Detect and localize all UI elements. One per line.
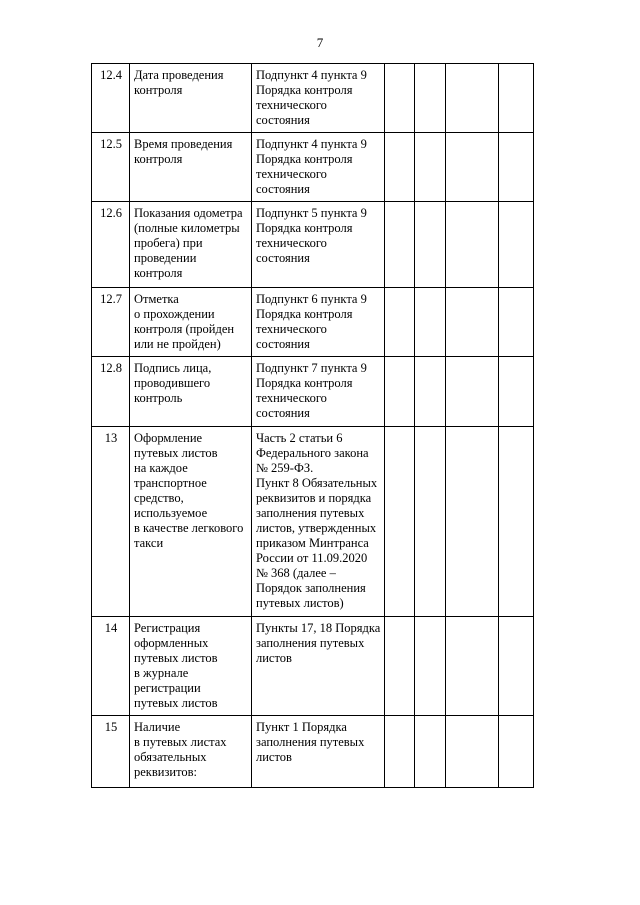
note-cell xyxy=(499,357,534,427)
legal-reference: Часть 2 статьи 6 Федерального закона № 259-ФЗ. Пункт 8 Обязательных реквизитов и порядка заполнения путевых листов, утвержденных приказом Минтранса России от 11.09.2020 № 368 (далее – Порядок заполнения путевых листов) xyxy=(252,427,385,617)
legal-reference: Подпункт 6 пункта 9 Порядка контроля технического состояния xyxy=(252,288,385,357)
answer-yes-cell xyxy=(385,202,415,288)
requirement-text: Наличие в путевых листах обязательных реквизитов: xyxy=(130,716,252,788)
answer-na-cell xyxy=(446,64,499,133)
row-number: 12.8 xyxy=(92,357,130,427)
note-cell xyxy=(499,288,534,357)
answer-no-cell xyxy=(415,133,446,202)
answer-yes-cell xyxy=(385,64,415,133)
answer-no-cell xyxy=(415,202,446,288)
table-row xyxy=(92,427,534,617)
page-number: 7 xyxy=(316,35,324,50)
requirement-text: Регистрация оформленных путевых листов в журнале регистрации путевых листов xyxy=(130,617,252,716)
answer-yes-cell xyxy=(385,288,415,357)
answer-no-cell xyxy=(415,288,446,357)
table-row xyxy=(92,64,534,133)
answer-no-cell xyxy=(415,64,446,133)
table-row xyxy=(92,716,534,788)
answer-na-cell xyxy=(446,716,499,788)
answer-yes-cell xyxy=(385,357,415,427)
row-number: 15 xyxy=(92,716,130,788)
answer-yes-cell xyxy=(385,427,415,617)
requirement-text: Дата проведения контроля xyxy=(130,64,252,133)
row-number: 14 xyxy=(92,617,130,716)
answer-na-cell xyxy=(446,617,499,716)
answer-na-cell xyxy=(446,427,499,617)
legal-reference: Пункты 17, 18 Порядка заполнения путевых листов xyxy=(252,617,385,716)
requirement-text: Показания одометра (полные километры пробега) при проведении контроля xyxy=(130,202,252,288)
requirement-text: Оформление путевых листов на каждое транспортное средство, используемое в качестве легкового такси xyxy=(130,427,252,617)
checklist-table xyxy=(91,63,534,788)
row-number: 12.5 xyxy=(92,133,130,202)
note-cell xyxy=(499,64,534,133)
row-number: 12.7 xyxy=(92,288,130,357)
legal-reference: Подпункт 5 пункта 9 Порядка контроля технического состояния xyxy=(252,202,385,288)
note-cell xyxy=(499,133,534,202)
requirement-text: Время проведения контроля xyxy=(130,133,252,202)
answer-no-cell xyxy=(415,716,446,788)
table-row xyxy=(92,288,534,357)
note-cell xyxy=(499,716,534,788)
legal-reference: Подпункт 7 пункта 9 Порядка контроля технического состояния xyxy=(252,357,385,427)
legal-reference: Подпункт 4 пункта 9 Порядка контроля технического состояния xyxy=(252,133,385,202)
answer-yes-cell xyxy=(385,617,415,716)
requirement-text: Отметка о прохождении контроля (пройден или не пройден) xyxy=(130,288,252,357)
answer-no-cell xyxy=(415,427,446,617)
note-cell xyxy=(499,202,534,288)
note-cell xyxy=(499,427,534,617)
answer-no-cell xyxy=(415,617,446,716)
answer-no-cell xyxy=(415,357,446,427)
requirement-text: Подпись лица, проводившего контроль xyxy=(130,357,252,427)
answer-na-cell xyxy=(446,202,499,288)
legal-reference: Пункт 1 Порядка заполнения путевых листов xyxy=(252,716,385,788)
row-number: 12.6 xyxy=(92,202,130,288)
answer-yes-cell xyxy=(385,716,415,788)
answer-yes-cell xyxy=(385,133,415,202)
row-number: 12.4 xyxy=(92,64,130,133)
row-number: 13 xyxy=(92,427,130,617)
answer-na-cell xyxy=(446,133,499,202)
table-row xyxy=(92,617,534,716)
table-row xyxy=(92,357,534,427)
answer-na-cell xyxy=(446,288,499,357)
answer-na-cell xyxy=(446,357,499,427)
table-row xyxy=(92,202,534,288)
table-row xyxy=(92,133,534,202)
legal-reference: Подпункт 4 пункта 9 Порядка контроля технического состояния xyxy=(252,64,385,133)
checklist-body xyxy=(92,64,534,788)
note-cell xyxy=(499,617,534,716)
